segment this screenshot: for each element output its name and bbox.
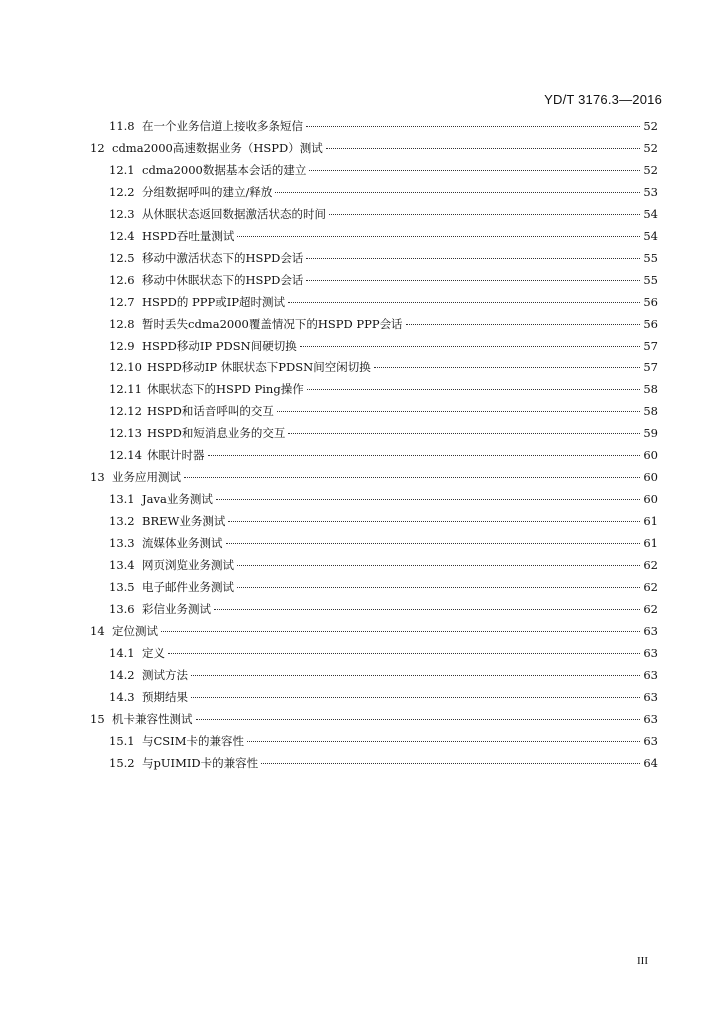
toc-number: 11.8 [109, 119, 135, 133]
toc-number: 14.2 [109, 667, 135, 682]
toc-title: 休眠状态下的HSPD Ping操作 [147, 382, 304, 397]
toc-leader-dots [288, 302, 640, 303]
toc-entry[interactable] [0, 118, 724, 140]
toc-entry[interactable] [0, 272, 724, 294]
toc-page-number: 55 [643, 250, 658, 265]
toc-entry[interactable] [0, 162, 724, 184]
page-number: III [637, 955, 648, 967]
toc-title: cdma2000高速数据业务（HSPD）测试 [112, 140, 323, 155]
toc-number: 12.8 [109, 316, 135, 331]
toc-entry[interactable] [0, 403, 724, 425]
toc-number: 12.1 [109, 162, 135, 177]
toc-number: 12 [90, 140, 105, 155]
toc-number: 12.12 [109, 404, 142, 419]
toc-entry[interactable] [0, 667, 724, 689]
toc-number: 13.2 [109, 514, 135, 529]
toc-entry[interactable] [0, 513, 724, 535]
toc-page-number: 59 [643, 426, 658, 441]
toc-leader-dots [168, 653, 640, 654]
toc-title: HSPD吞吐量测试 [142, 228, 235, 243]
toc-entry[interactable] [0, 206, 724, 228]
toc-leader-dots [214, 609, 640, 610]
toc-number: 15.2 [109, 755, 135, 770]
toc-leader-dots [247, 741, 640, 742]
toc-title: 暂时丢失cdma2000覆盖情况下的HSPD PPP会话 [142, 316, 403, 331]
toc-leader-dots [196, 719, 641, 720]
toc-page-number: 54 [643, 228, 658, 243]
toc-page-number: 60 [643, 448, 658, 463]
toc-title: 网页浏览业务测试 [142, 558, 234, 572]
toc-title: 移动中休眠状态下的HSPD会话 [142, 272, 304, 287]
toc-number: 13.1 [109, 492, 135, 507]
toc-leader-dots [226, 543, 641, 544]
toc-leader-dots [306, 126, 640, 127]
toc-leader-dots [300, 346, 640, 347]
toc-entry[interactable] [0, 425, 724, 447]
toc-leader-dots [306, 280, 640, 281]
toc-number: 12.2 [109, 184, 135, 199]
toc-entry[interactable] [0, 579, 724, 601]
toc-title: 业务应用测试 [112, 470, 181, 485]
toc-title: 休眠计时器 [147, 448, 205, 463]
toc-entry[interactable] [0, 250, 724, 272]
toc-title: Java业务测试 [142, 492, 213, 507]
toc-number: 12.9 [109, 338, 135, 353]
toc-leader-dots [329, 214, 640, 215]
toc-page-number: 57 [643, 360, 658, 375]
toc-title: cdma2000数据基本会话的建立 [142, 162, 307, 177]
toc-entry[interactable] [0, 755, 724, 777]
toc-leader-dots [309, 170, 640, 171]
toc-title: 定义 [142, 645, 165, 660]
toc-page-number: 52 [643, 119, 658, 133]
toc-page-number: 52 [643, 162, 658, 177]
toc-entry[interactable] [0, 733, 724, 755]
toc-entry[interactable] [0, 140, 724, 162]
toc-number: 13 [90, 470, 105, 485]
toc-number: 13.6 [109, 601, 135, 616]
toc-page-number: 60 [643, 470, 658, 485]
toc-leader-dots [216, 499, 640, 500]
toc-page-number: 55 [643, 272, 658, 287]
toc-title: 在一个业务信道上接收多条短信 [142, 119, 303, 133]
toc-title: HSPD移动IP 休眠状态下PDSN间空闲切换 [147, 360, 371, 375]
toc-entry[interactable] [0, 447, 724, 469]
toc-page-number: 61 [643, 536, 658, 551]
toc-entry[interactable] [0, 469, 724, 491]
toc-page-number: 58 [643, 404, 658, 419]
toc-leader-dots [275, 192, 640, 193]
toc-number: 13.3 [109, 536, 135, 551]
toc-page-number: 62 [643, 558, 658, 572]
toc-page-number: 63 [643, 733, 658, 748]
toc-number: 12.4 [109, 228, 135, 243]
toc-page-number: 54 [643, 206, 658, 221]
toc-number: 13.5 [109, 579, 135, 594]
toc-title: 电子邮件业务测试 [142, 579, 234, 594]
toc-entry[interactable] [0, 338, 724, 360]
toc-entry[interactable] [0, 491, 724, 513]
toc-page-number: 60 [643, 492, 658, 507]
toc-page-number: 52 [643, 140, 658, 155]
toc-leader-dots [208, 455, 641, 456]
toc-page-number: 56 [643, 294, 658, 309]
toc-page-number: 56 [643, 316, 658, 331]
toc-title: 移动中激活状态下的HSPD会话 [142, 250, 304, 265]
toc-leader-dots [237, 587, 640, 588]
toc-leader-dots [228, 521, 640, 522]
toc-number: 14 [90, 623, 105, 638]
toc-page-number: 62 [643, 601, 658, 616]
toc-page-number: 63 [643, 689, 658, 704]
toc-number: 15 [90, 711, 105, 726]
toc-number: 12.5 [109, 250, 135, 265]
toc-number: 12.13 [109, 426, 142, 441]
toc-leader-dots [288, 433, 640, 434]
toc-leader-dots [261, 763, 640, 764]
toc-page-number: 58 [643, 382, 658, 397]
toc-page-number: 63 [643, 711, 658, 726]
toc-title: HSPD移动IP PDSN间硬切换 [142, 338, 297, 353]
toc-leader-dots [237, 565, 640, 566]
toc-entry[interactable] [0, 184, 724, 206]
toc-title: 分组数据呼叫的建立/释放 [142, 184, 273, 199]
toc-leader-dots [277, 411, 640, 412]
toc-number: 12.10 [109, 360, 142, 375]
toc-title: 预期结果 [142, 689, 188, 704]
toc-leader-dots [184, 477, 640, 478]
toc-title: HSPD和话音呼叫的交互 [147, 404, 274, 419]
toc-leader-dots [307, 389, 640, 390]
toc-page-number: 61 [643, 514, 658, 529]
toc-leader-dots [237, 236, 640, 237]
toc-title: 与pUIMID卡的兼容性 [142, 755, 259, 770]
toc-number: 12.11 [109, 382, 142, 397]
toc-entry[interactable] [0, 535, 724, 557]
toc-entry[interactable] [0, 294, 724, 316]
toc-entry[interactable] [0, 228, 724, 250]
toc-page-number: 62 [643, 579, 658, 594]
toc-number: 14.1 [109, 645, 135, 660]
toc-leader-dots [306, 258, 640, 259]
toc-leader-dots [326, 148, 640, 149]
toc-entry[interactable] [0, 689, 724, 711]
toc-page-number: 63 [643, 667, 658, 682]
toc-title: HSPD和短消息业务的交互 [147, 426, 286, 441]
toc-page-number: 63 [643, 645, 658, 660]
toc-entry[interactable] [0, 381, 724, 403]
toc-title: BREW业务测试 [142, 514, 226, 529]
toc-entry[interactable] [0, 316, 724, 338]
toc-entry[interactable] [0, 623, 724, 645]
toc-title: 流媒体业务测试 [142, 536, 223, 551]
toc-entry[interactable] [0, 601, 724, 623]
toc-number: 14.3 [109, 689, 135, 704]
toc-leader-dots [191, 675, 640, 676]
toc-title: 测试方法 [142, 667, 188, 682]
toc-number: 13.4 [109, 558, 135, 572]
toc-title: 定位测试 [112, 623, 158, 638]
toc-leader-dots [161, 631, 640, 632]
toc-entry[interactable] [0, 711, 724, 733]
toc-number: 12.14 [109, 448, 142, 463]
toc-number: 15.1 [109, 733, 135, 748]
standard-number: YD/T 3176.3—2016 [544, 92, 662, 107]
toc-entry[interactable] [0, 359, 724, 381]
toc-page-number: 57 [643, 338, 658, 353]
toc-entry[interactable] [0, 645, 724, 667]
toc-entry[interactable] [0, 557, 724, 579]
toc-leader-dots [406, 324, 640, 325]
toc-page-number: 64 [643, 755, 658, 770]
toc-number: 12.7 [109, 294, 135, 309]
toc-leader-dots [191, 697, 640, 698]
toc-number: 12.6 [109, 272, 135, 287]
toc-page-number: 63 [643, 623, 658, 638]
toc-page-number: 53 [643, 184, 658, 199]
toc-leader-dots [374, 367, 640, 368]
toc-number: 12.3 [109, 206, 135, 221]
toc-title: 与CSIM卡的兼容性 [142, 733, 244, 748]
toc-title: 彩信业务测试 [142, 601, 211, 616]
toc-title: HSPD的 PPP或IP超时测试 [142, 294, 286, 309]
toc-title: 从休眠状态返回数据激活状态的时间 [142, 206, 326, 221]
toc-title: 机卡兼容性测试 [112, 711, 193, 726]
